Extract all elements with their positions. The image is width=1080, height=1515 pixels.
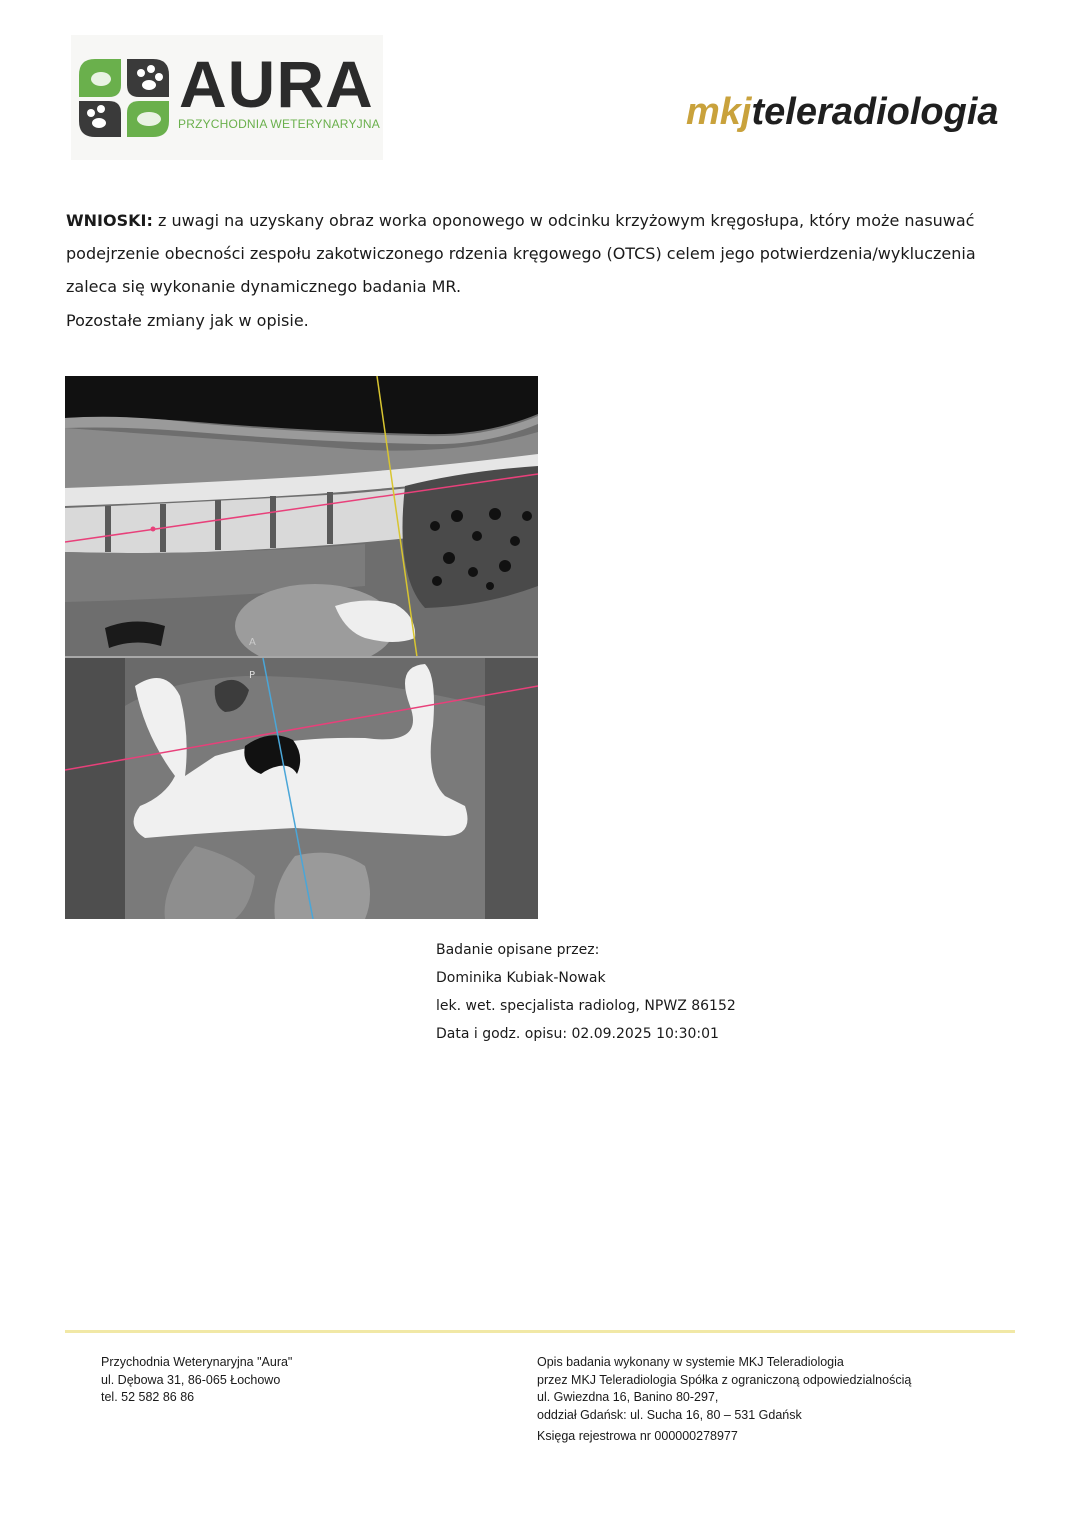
footer-register-number: Księga rejestrowa nr 000000278977 bbox=[537, 1429, 738, 1443]
ct-marker-p: P bbox=[249, 670, 256, 681]
footer-right-line: oddział Gdańsk: ul. Sucha 16, 80 – 531 Gdańsk bbox=[537, 1407, 802, 1422]
footer-left-line: ul. Dębowa 31, 86-065 Łochowo bbox=[101, 1372, 281, 1387]
aura-logo-subtitle: PRZYCHODNIA WETERYNARYJNA bbox=[178, 117, 380, 131]
ct-marker-a: A bbox=[249, 637, 256, 648]
footer-left-line: Przychodnia Weterynaryjna "Aura" bbox=[101, 1355, 293, 1369]
conclusions-text: z uwagi na uzyskany obraz worka oponowego w odcinku krzyżowym kręgosłupa, który może nasuwać podejrzenie obecności zespołu zakotwiczonego rdzenia kręgowego (OTCS) celem jego potwierdzenia/wykluczenia zaleca się wykonanie dynamicznego badania MR. bbox=[66, 211, 976, 296]
conclusions-paragraph bbox=[66, 204, 1016, 303]
footer-left-line: tel. 52 582 86 86 bbox=[101, 1390, 195, 1404]
footer-right-line: ul. Gwiezdna 16, Banino 80-297, bbox=[537, 1390, 719, 1404]
footer-clinic-address bbox=[101, 1354, 292, 1407]
described-by-label: Badanie opisane przez: bbox=[436, 942, 600, 958]
mkj-teleradiologia-logo bbox=[686, 88, 1016, 138]
mkj-logo-part: mkj bbox=[686, 91, 752, 133]
aura-clinic-logo bbox=[71, 35, 383, 160]
doctor-name: Dominika Kubiak-Nowak bbox=[436, 970, 606, 986]
footer-right-line: Opis badania wykonany w systemie MKJ Teleradiologia bbox=[537, 1355, 844, 1369]
footer-right-line: przez MKJ Teleradiologia Spółka z ograniczoną odpowiedzialnością bbox=[537, 1372, 912, 1387]
ct-scan-image bbox=[65, 376, 538, 919]
description-datetime: Data i godz. opisu: 02.09.2025 10:30:01 bbox=[436, 1026, 719, 1042]
conclusions-label: WNIOSKI: bbox=[66, 211, 153, 230]
remaining-changes-note: Pozostałe zmiany jak w opisie. bbox=[66, 311, 309, 330]
paw-clover-icon bbox=[79, 59, 169, 137]
doctor-title: lek. wet. specjalista radiolog, NPWZ 86152 bbox=[436, 998, 736, 1014]
footer-company-info bbox=[537, 1354, 911, 1446]
aura-logo-name: AURA bbox=[179, 47, 374, 121]
footer-divider bbox=[65, 1330, 1015, 1333]
signature-block bbox=[436, 936, 736, 1048]
teleradiologia-logo-part: teleradiologia bbox=[751, 91, 999, 133]
